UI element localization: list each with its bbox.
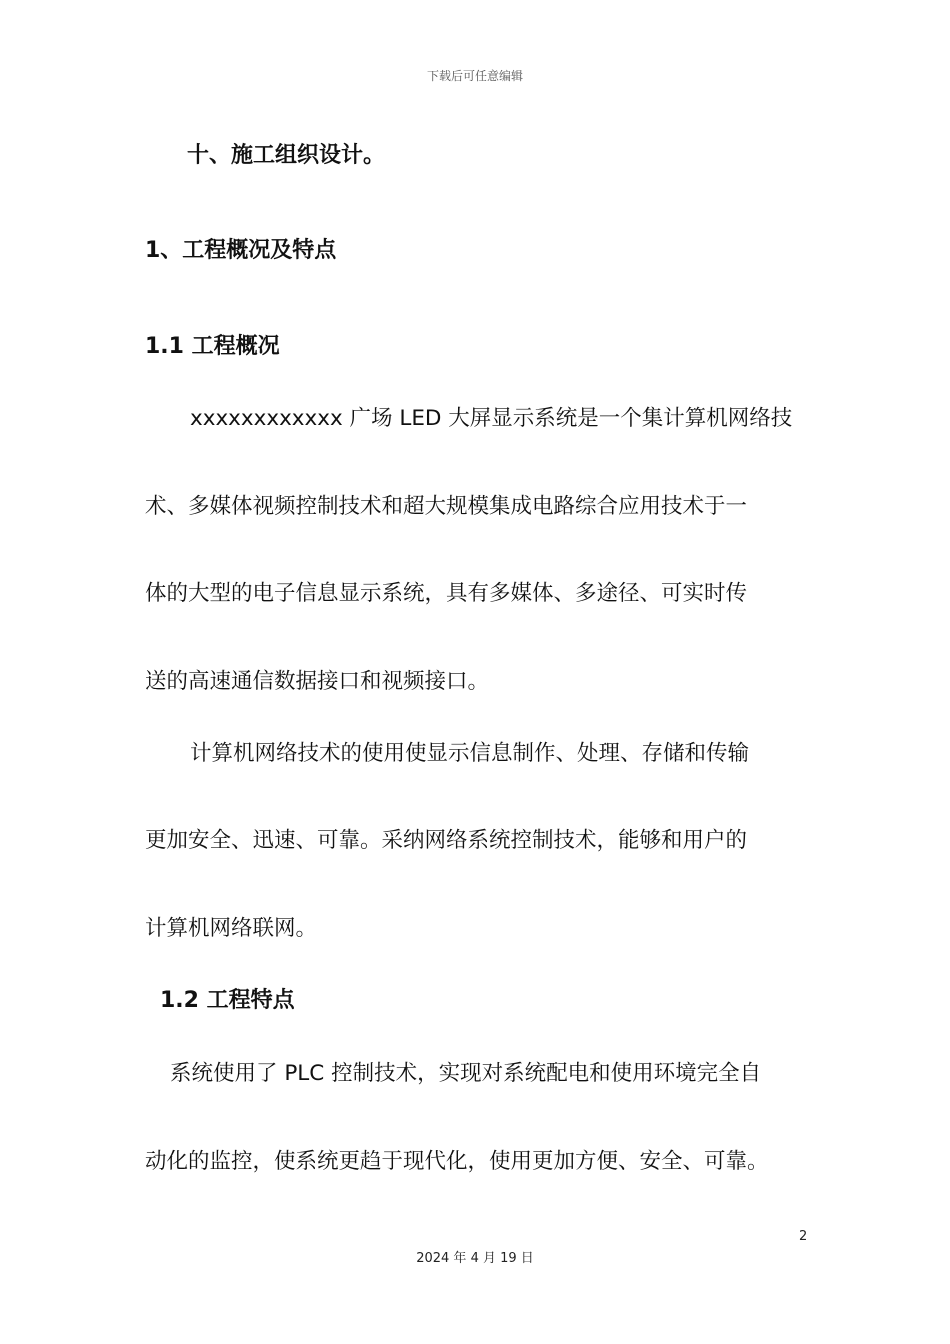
paragraph2-line: 计算机网络联网。 xyxy=(145,916,318,941)
header-note: 下载后可任意编辑 xyxy=(426,69,523,83)
footer-date: 2024 年 4 月 19 日 xyxy=(416,1251,534,1266)
page-number: 2 xyxy=(799,1229,808,1244)
paragraph3-line: 动化的监控，使系统更趋于现代化，使用更加方便、安全、可靠。 xyxy=(145,1149,769,1174)
subsection-heading-1: 1、工程概况及特点 xyxy=(145,238,337,263)
paragraph2-line: 计算机网络技术的使用使显示信息制作、处理、存储和传输 xyxy=(190,741,750,766)
subsection-heading-1-2: 1.2 工程特点 xyxy=(160,988,295,1013)
section-title: 十、施工组织设计。 xyxy=(187,143,386,168)
paragraph1-line: xxxxxxxxxxxx 广场 LED 大屏显示系统是一个集计算机网络技 xyxy=(190,406,793,431)
subsection-heading-1-1: 1.1 工程概况 xyxy=(145,334,280,359)
paragraph1-line: 术、多媒体视频控制技术和超大规模集成电路综合应用技术于一 xyxy=(145,494,748,519)
paragraph1-line: 体的大型的电子信息显示系统，具有多媒体、多途径、可实时传 xyxy=(145,581,748,606)
paragraph3-line: 系统使用了 PLC 控制技术，实现对系统配电和使用环境完全自 xyxy=(170,1061,762,1086)
paragraph2-line: 更加安全、迅速、可靠。采纳网络系统控制技术，能够和用户的 xyxy=(145,828,748,853)
paragraph1-line: 送的高速通信数据接口和视频接口。 xyxy=(145,669,490,694)
